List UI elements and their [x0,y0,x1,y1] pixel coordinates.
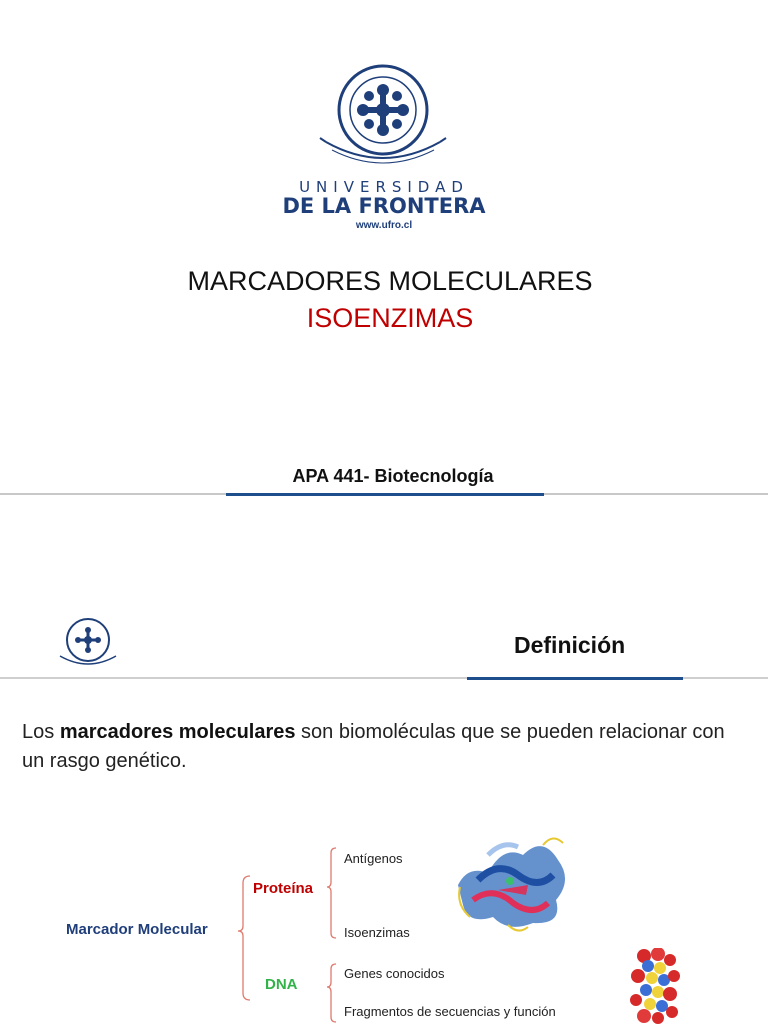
protein-item-isoenzymes: Isoenzimas [344,925,410,940]
dna-helix-image [624,948,688,1024]
divider-accent [467,677,683,680]
protein-structure-image [448,825,576,935]
dna-label: DNA [265,976,298,993]
definition-paragraph [22,718,752,776]
definition-text-bold: marcadores moleculares [59,721,296,743]
definition-slide [0,580,768,1024]
university-seal-logo [56,616,120,670]
dna-item-sequence-fragments: Fragmentos de secuencias y función [344,1004,556,1019]
protein-label: Proteína [253,880,314,897]
slide-title: MARCADORES MOLECULARES [187,266,593,296]
section-heading: Definición [514,632,626,658]
slide-subtitle: ISOENZIMAS [306,303,474,333]
course-label: APA 441- Biotecnología [292,466,494,486]
protein-item-antigens: Antígenos [344,851,403,866]
definition-text-post: son biomoléculas que se pueden relacionar con un rasgo genético. [22,721,725,772]
definition-text-pre: Los [22,721,60,743]
university-name-line1: UNIVERSIDAD [299,178,469,196]
university-seal-logo [318,62,448,172]
university-name-line2: DE LA FRONTERA [282,194,486,218]
diagram-root-label: Marcador Molecular [66,921,208,938]
divider-accent [226,493,544,496]
university-url: www.ufro.cl [355,220,413,231]
dna-item-known-genes: Genes conocidos [344,966,445,981]
